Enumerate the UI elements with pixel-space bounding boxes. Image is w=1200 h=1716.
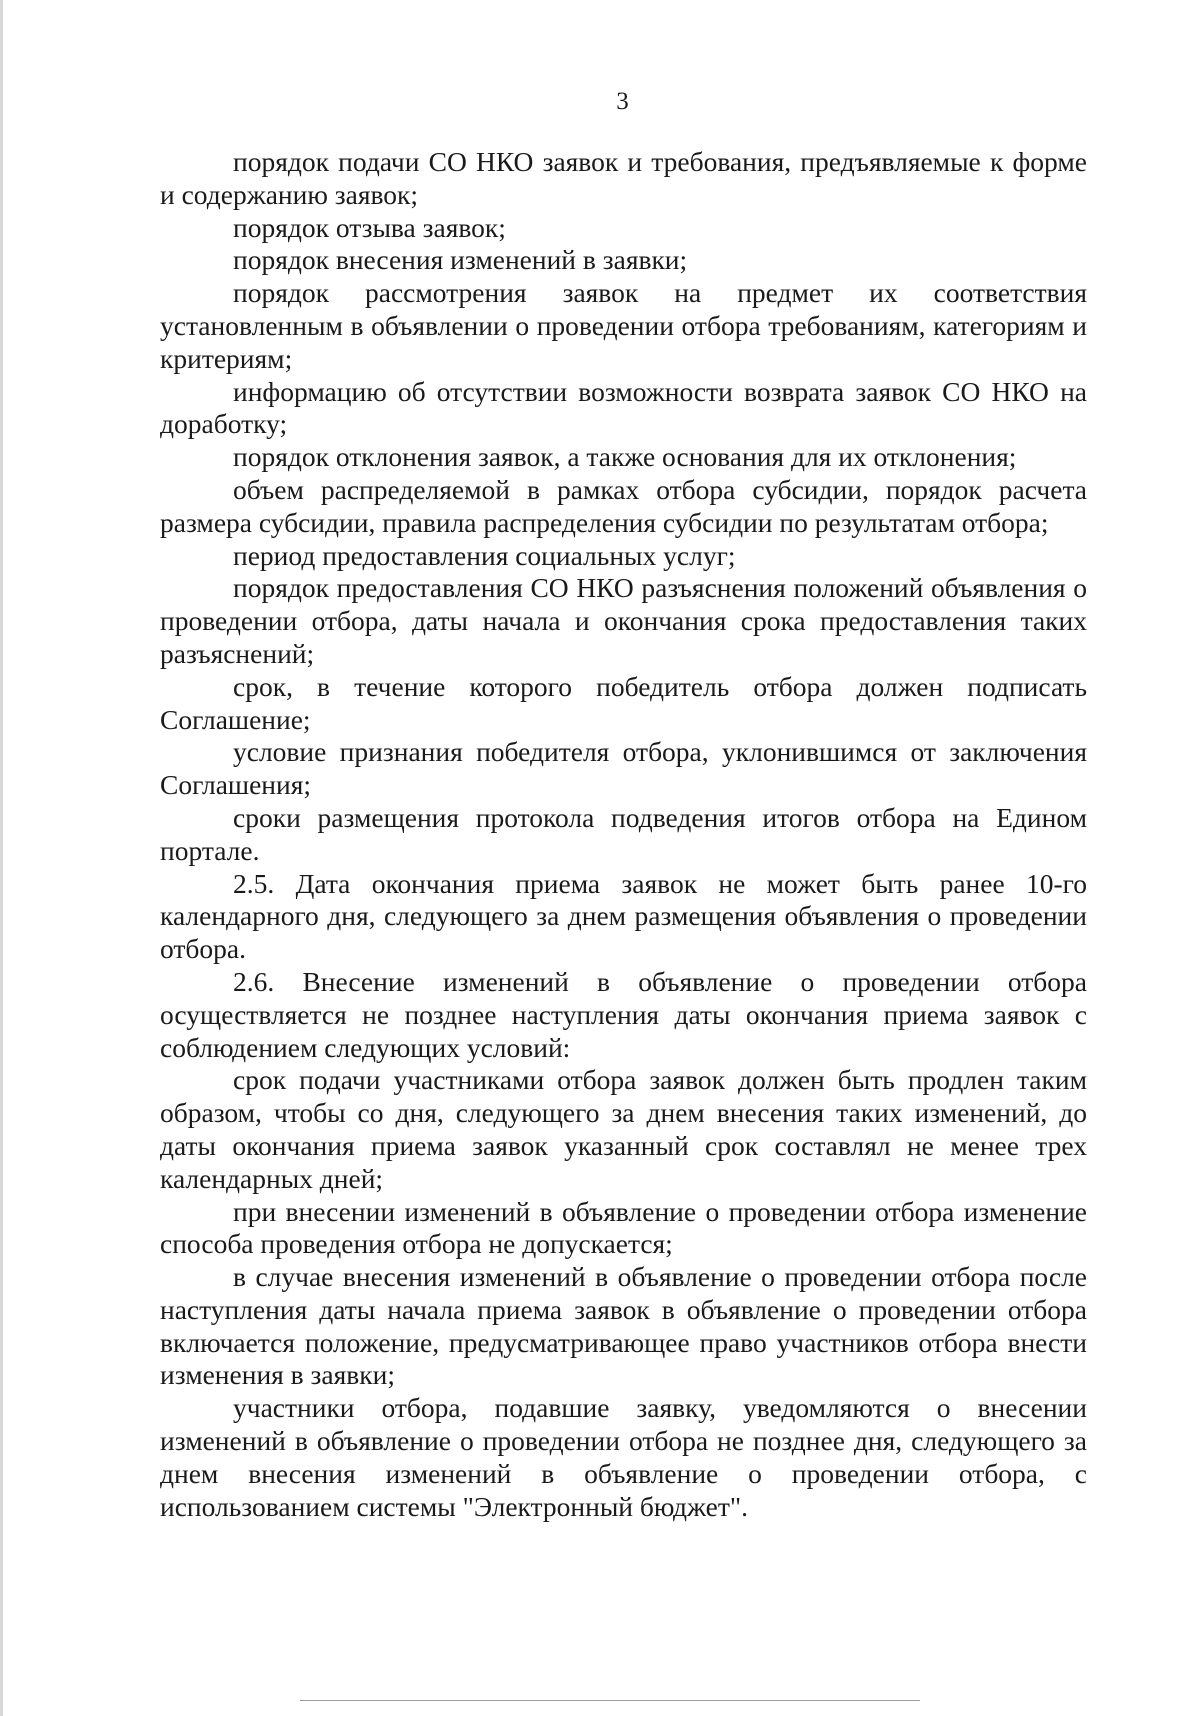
- page-number: 3: [616, 88, 629, 115]
- document-body: [160, 146, 1087, 1523]
- paragraph: сроки размещения протокола подведения итогов отбора на Едином портале.: [160, 801, 1087, 866]
- paragraph: период предоставления социальных услуг;: [233, 539, 736, 571]
- bottom-divider: [300, 1700, 920, 1701]
- paragraph: порядок предоставления СО НКО разъяснения положений объявления о проведении отбора, даты начала и окончания срока предоставления таких разъяснений;: [160, 572, 1087, 669]
- paragraph: порядок внесения изменений в заявки;: [233, 244, 688, 276]
- paragraph: порядок рассмотрения заявок на предмет их соответствия установленным в объявлении о проведении отбора требованиям, категориям и критериям;: [160, 277, 1087, 374]
- paragraph: в случае внесения изменений в объявление о проведении отбора после наступления даты начала приема заявок в объявление о проведении отбора включается положение, предусматривающее право участников отбора внести изменения в заявки;: [160, 1261, 1087, 1391]
- paragraph: срок подачи участниками отбора заявок должен быть продлен таким образом, чтобы со дня, следующего за днем внесения таких изменений, до даты окончания приема заявок указанный срок составлял не менее трех календарных дней;: [160, 1064, 1087, 1194]
- paragraph: срок, в течение которого победитель отбора должен подписать Соглашение;: [160, 670, 1087, 735]
- scan-page-edge: [0, 0, 3, 1716]
- paragraph: условие признания победителя отбора, уклонившимся от заключения Соглашения;: [160, 736, 1087, 801]
- paragraph: при внесении изменений в объявление о проведении отбора изменение способа проведения отбора не допускается;: [160, 1195, 1087, 1260]
- paragraph: объем распределяемой в рамках отбора субсидии, порядок расчета размера субсидии, правила распределения субсидии по результатам отбора;: [160, 473, 1087, 538]
- paragraph: информацию об отсутствии возможности возврата заявок СО НКО на доработку;: [160, 375, 1087, 440]
- paragraph: порядок подачи СО НКО заявок и требования, предъявляемые к форме и содержанию заявок;: [160, 146, 1087, 210]
- paragraph: участники отбора, подавшие заявку, уведомляются о внесении изменений в объявление о проведении отбора не позднее дня, следующего за днем внесения изменений в объявление о проведении отбора, с использованием системы "Электронный бюджет".: [160, 1392, 1087, 1522]
- section-2-6-paragraph: 2.6. Внесение изменений в объявление о проведении отбора осуществляется не позднее наступления даты окончания приема заявок с соблюдением следующих условий:: [160, 965, 1087, 1063]
- paragraph: порядок отклонения заявок, а также основания для их отклонения;: [233, 441, 1017, 473]
- section-2-5-paragraph: 2.5. Дата окончания приема заявок не может быть ранее 10-го календарного дня, следующего за днем размещения объявления о проведении отбора.: [160, 867, 1087, 965]
- paragraph: порядок отзыва заявок;: [233, 211, 506, 243]
